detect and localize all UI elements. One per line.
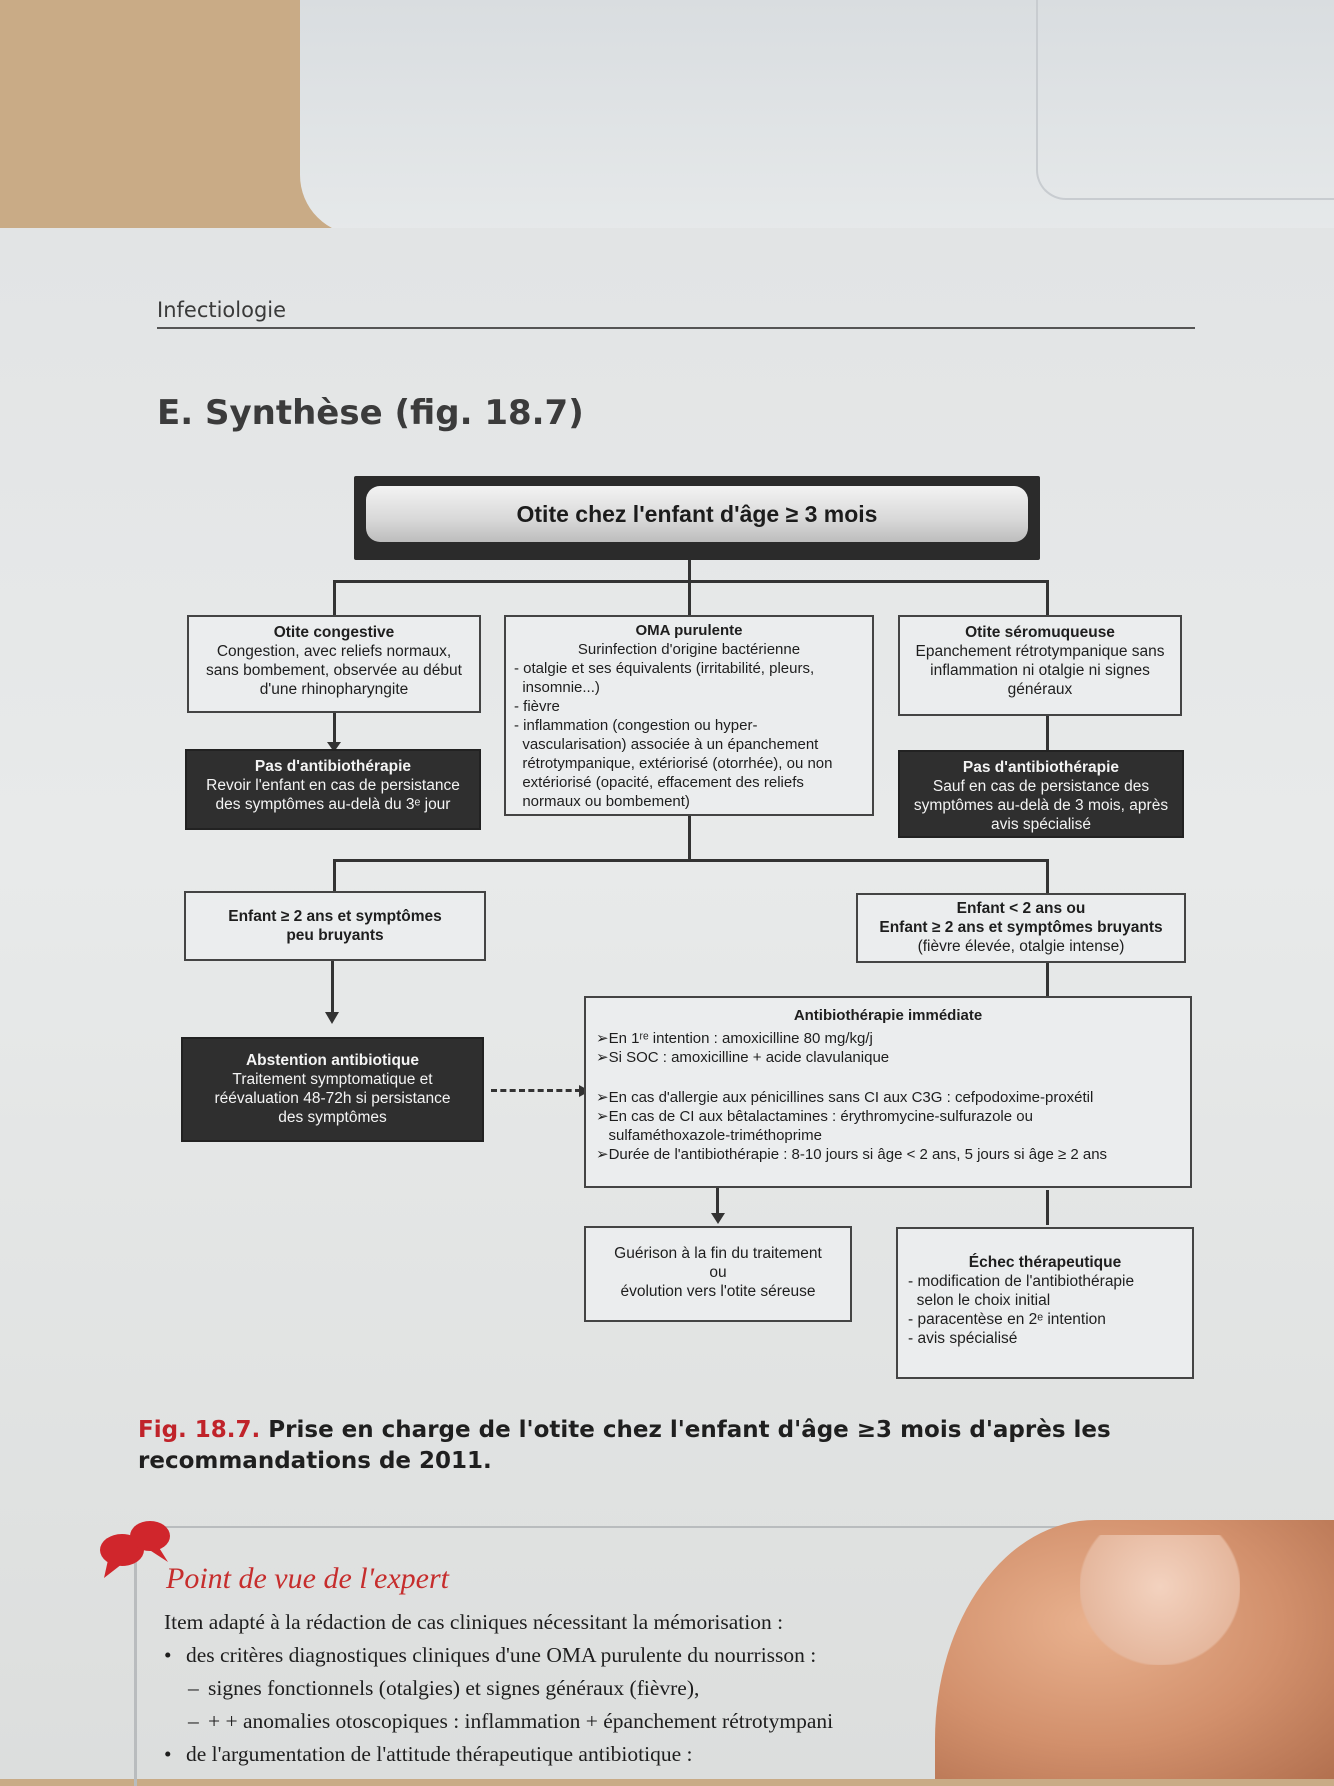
figure-label: Fig. 18.7. <box>138 1417 261 1443</box>
enfant-bruyant-note: (fièvre élevée, otalgie intense) <box>917 938 1125 955</box>
echec-therapeutique-line: selon le choix initial <box>908 1292 1051 1309</box>
guerison-line: Guérison à la fin du traitement <box>614 1245 822 1262</box>
abstention-line: des symptômes <box>278 1109 387 1126</box>
otite-congestive-line: sans bombement, observée au début <box>206 662 462 679</box>
enfant-2ans-calme-box <box>184 891 486 961</box>
expert-bullet: • des critères diagnostiques cliniques d'une OMA purulente du nourrisson : <box>164 1639 1224 1672</box>
antibiotherapie-immediate-box <box>584 996 1192 1188</box>
figure-caption <box>138 1415 1198 1477</box>
abstention-box <box>181 1037 484 1142</box>
otite-seromuqueuse-box <box>898 615 1182 716</box>
enfant-bruyant-box <box>856 893 1186 963</box>
otite-congestive-line: d'une rhinopharyngite <box>259 681 409 698</box>
echec-therapeutique-line: - modification de l'antibiothérapie <box>908 1273 1135 1290</box>
enfant-2ans-calme-line: Enfant ≥ 2 ans et symptômes <box>228 908 442 925</box>
running-head: Infectiologie <box>157 298 287 322</box>
antibiotherapie-line: ➢En 1ʳᵉ intention : amoxicilline 80 mg/kg/j <box>596 1030 873 1047</box>
oma-purulente-line: - inflammation (congestion ou hyper- <box>514 717 758 734</box>
abstention-title: Abstention antibiotique <box>245 1052 420 1069</box>
no-antibiotic-right-title: Pas d'antibiothérapie <box>962 759 1120 776</box>
no-antibiotic-right-line: symptômes au-delà de 3 mois, après <box>913 797 1169 814</box>
section-title: E. Synthèse (fig. 18.7) <box>157 393 584 433</box>
otite-congestive-line: Congestion, avec reliefs normaux, <box>216 643 452 660</box>
otite-seromuqueuse-line: inflammation ni otalgie ni signes <box>930 662 1150 679</box>
antibiotherapie-immediate-title: Antibiothérapie immédiate <box>793 1007 983 1024</box>
echec-therapeutique-line: - paracentèse en 2ᵉ intention <box>908 1311 1106 1328</box>
oma-purulente-line: - fièvre <box>514 698 560 715</box>
otite-congestive-box <box>187 615 481 713</box>
figure-caption-text: Prise en charge de l'otite chez l'enfant d'âge ≥3 mois d'après les recommandations de 2011. <box>138 1417 1111 1474</box>
antibiotherapie-line: ➢En cas de CI aux bêtalactamines : érythromycine-sulfurazole ou <box>596 1108 1033 1125</box>
expert-title: Point de vue de l'expert <box>166 1562 449 1595</box>
no-antibiotic-right-line: avis spécialisé <box>991 816 1091 833</box>
oma-purulente-line: - otalgie et ses équivalents (irritabilité, pleurs, <box>514 660 815 677</box>
guerison-box <box>584 1226 852 1322</box>
oma-purulente-title: OMA purulente <box>635 622 743 639</box>
abstention-line: réévaluation 48-72h si persistance <box>214 1090 451 1107</box>
oma-purulente-subtitle: Surinfection d'origine bactérienne <box>577 641 801 658</box>
oma-purulente-line: insomnie...) <box>514 679 600 696</box>
expert-sub-bullet-text: + anomalies otoscopiques : inflammation + épanchement rétrotympani <box>225 1709 834 1733</box>
no-antibiotic-left-title: Pas d'antibiothérapie <box>254 758 412 775</box>
speech-bubbles-icon <box>96 1516 176 1580</box>
guerison-line: ou <box>709 1264 727 1281</box>
enfant-bruyant-line: Enfant < 2 ans ou <box>956 900 1086 917</box>
antibiotherapie-line: ➢Durée de l'antibiothérapie : 8-10 jours si âge < 2 ans, 5 jours si âge ≥ 2 ans <box>596 1146 1108 1163</box>
thumbnail-highlight <box>1080 1535 1240 1665</box>
echec-therapeutique-box <box>896 1227 1194 1379</box>
otite-seromuqueuse-line: généraux <box>1007 681 1073 698</box>
antibiotherapie-line: sulfaméthoxazole-triméthoprime <box>596 1127 822 1144</box>
expert-sub-bullet: – signes fonctionnels (otalgies) et signes généraux (fièvre), <box>164 1672 1224 1705</box>
otite-seromuqueuse-title: Otite séromuqueuse <box>965 624 1115 641</box>
expert-sub-bullet: – + + anomalies otoscopiques : inflammation + épanchement rétrotympani <box>164 1705 1224 1738</box>
no-antibiotic-left-box <box>185 749 481 830</box>
abstention-line: Traitement symptomatique et <box>232 1071 433 1088</box>
antibiotherapie-line: ➢En cas d'allergie aux pénicillines sans CI aux C3G : cefpodoxime-proxétil <box>596 1089 1094 1106</box>
echec-therapeutique-line: - avis spécialisé <box>908 1330 1018 1347</box>
oma-purulente-box <box>504 615 874 816</box>
oma-purulente-line: vascularisation) associée à un épanchement <box>514 736 819 753</box>
no-antibiotic-left-line: des symptômes au-delà du 3ᵉ jour <box>215 796 451 813</box>
otite-seromuqueuse-line: Epanchement rétrotympanique sans <box>915 643 1165 660</box>
oma-purulente-line: rétrotympanique, extériorisé (otorrhée), ou non <box>514 755 833 772</box>
no-antibiotic-right-line: Sauf en cas de persistance des <box>932 778 1150 795</box>
echec-therapeutique-title: Échec thérapeutique <box>968 1254 1122 1271</box>
enfant-2ans-calme-line: peu bruyants <box>286 927 384 944</box>
flowchart-title: Otite chez l'enfant d'âge ≥ 3 mois <box>366 486 1028 542</box>
antibiotherapie-line: ➢Si SOC : amoxicilline + acide clavulanique <box>596 1049 890 1066</box>
oma-purulente-line: normaux ou bombement) <box>514 793 690 810</box>
no-antibiotic-left-line: Revoir l'enfant en cas de persistance <box>206 777 460 794</box>
guerison-line: évolution vers l'otite séreuse <box>620 1283 816 1300</box>
no-antibiotic-right-box <box>898 750 1184 838</box>
enfant-bruyant-line: Enfant ≥ 2 ans et symptômes bruyants <box>879 919 1163 936</box>
otite-congestive-title: Otite congestive <box>273 624 395 641</box>
oma-purulente-line: extériorisé (opacité, effacement des reliefs <box>514 774 804 791</box>
expert-intro: Item adapté à la rédaction de cas cliniques nécessitant la mémorisation : <box>164 1610 784 1634</box>
expert-bullet: • de l'argumentation de l'attitude thérapeutique antibiotique : <box>164 1738 1224 1771</box>
